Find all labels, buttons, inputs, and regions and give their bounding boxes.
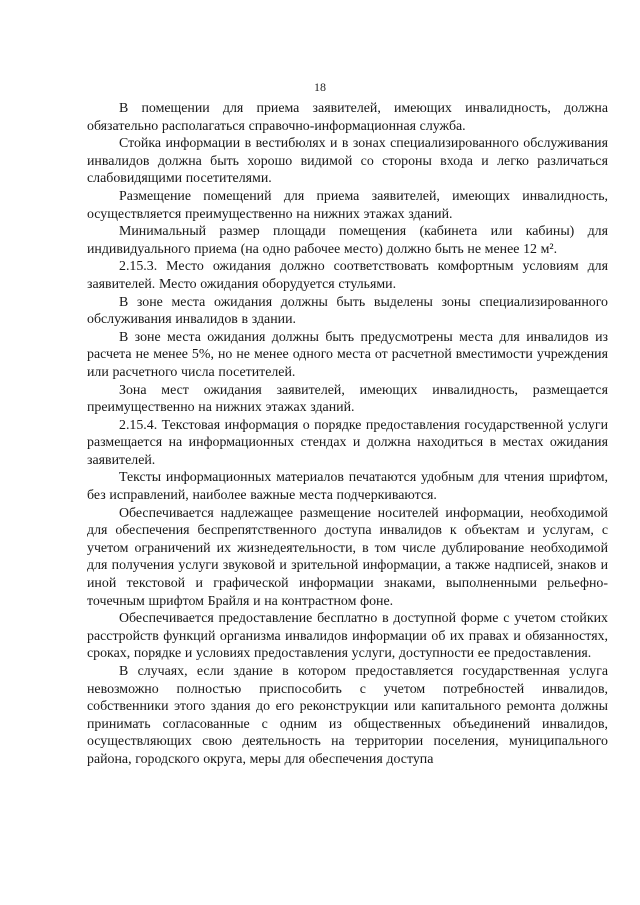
paragraph: Минимальный размер площади помещения (кабинета или кабины) для индивидуального приема (на одно рабочее место) должно быть не менее 12 м². [87,224,608,257]
paragraph: В случаях, если здание в котором предоставляется государственная услуга невозможно полностью приспособить с учетом потребностей инвалидов, собственники этого здания до его реконструкции или капитального ремонта должны принимать согласованные с одним из общественных объединений инвалидов, осуществляющих свою деятельность на территории поселения, муниципального района, городского округа, меры для обеспечения доступа [87,664,608,767]
document-body [87,100,608,769]
paragraph: В зоне места ожидания должны быть выделены зоны специализированного обслуживания инвалидов в здании. [87,294,608,328]
paragraph: В помещении для приема заявителей, имеющих инвалидность, должна обязательно располагаться справочно-информационная служба. [87,101,608,134]
paragraph: Зона мест ожидания заявителей, имеющих инвалидность, размещается преимущественно на нижних этажах зданий. [87,382,608,416]
paragraph: Обеспечивается надлежащее размещение носителей информации, необходимой для обеспечения беспрепятственного доступа инвалидов к объектам и услугам, с учетом ограничений их жизнедеятельности, в том числе дублирование необходимой для получения услуги звуковой и зрительной информации, а также надписей, знаков и иной текстовой и графической информации знаками, выполненными рельефно-точечным шрифтом Брайля и на контрастном фоне. [87,505,608,609]
paragraph: Стойка информации в вестибюлях и в зонах специализированного обслуживания инвалидов должна быть хорошо видимой со стороны входа и легко различаться слабовидящими посетителями. [87,136,608,187]
paragraph: Обеспечивается предоставление бесплатно в доступной форме с учетом стойких расстройств функций организма инвалидов информации об их правах и обязанностях, сроках, порядке и условиях предоставления услуги, доступности ее предоставления. [87,611,608,662]
paragraph: 2.15.4. Текстовая информация о порядке предоставления государственной услуги размещается на информационных стендах и должна находиться в местах ожидания заявителей. [87,417,608,468]
paragraph: Размещение помещений для приема заявителей, имеющих инвалидность, осуществляется преимущественно на нижних этажах зданий. [87,188,608,222]
paragraph: 2.15.3. Место ожидания должно соответствовать комфортным условиям для заявителей. Место ожидания оборудуется стульями. [87,259,608,292]
paragraph: В зоне места ожидания должны быть предусмотрены места для инвалидов из расчета не менее 5%, но не менее одного места от расчетной вместимости учреждения или расчетного числа посетителей. [87,329,608,380]
paragraph: Тексты информационных материалов печатаются удобным для чтения шрифтом, без исправлений, наиболее важные места подчеркиваются. [87,470,608,504]
page-number: 18 [314,80,326,94]
